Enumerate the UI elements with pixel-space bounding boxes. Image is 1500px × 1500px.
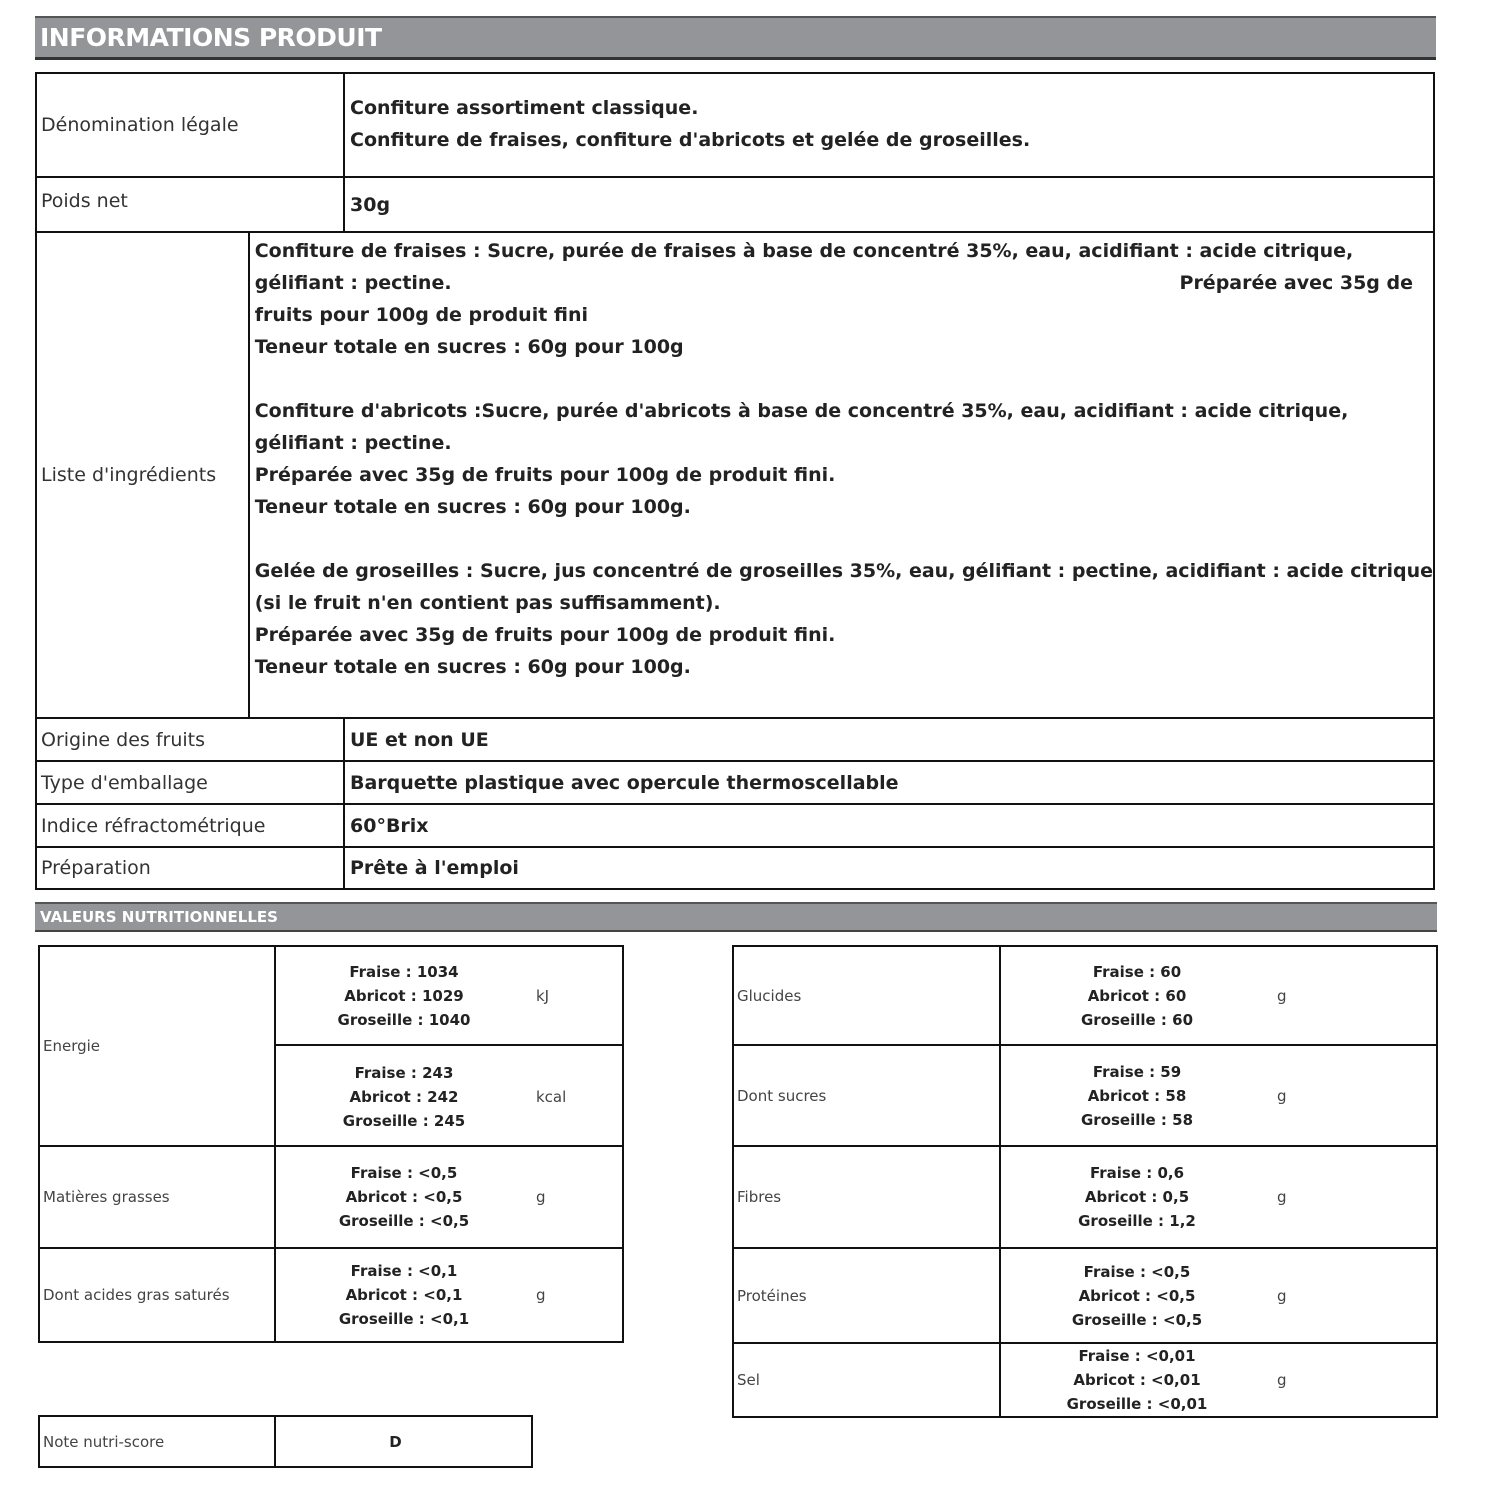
- value-groseille: Groseille : <0,5: [1071, 1310, 1203, 1329]
- energie-kcal: [276, 1046, 622, 1147]
- nutrition-row-proteines: [734, 1249, 1436, 1344]
- value-abricot: Abricot : 1029: [344, 986, 464, 1005]
- value-abricot: Abricot : <0,5: [1078, 1286, 1196, 1305]
- value-abricot: Abricot : 0,5: [1084, 1188, 1190, 1206]
- nutrient-label: Dont sucres: [734, 1046, 1001, 1145]
- nutrient-values: [276, 1249, 622, 1341]
- product-info-table: [35, 72, 1435, 890]
- label-poids: Poids net: [37, 178, 345, 231]
- value-ingredients: [250, 233, 1433, 717]
- ingredient-line: fruits pour 100g de produit fini: [254, 304, 589, 326]
- value-groseille: Groseille : <0,1: [338, 1310, 470, 1328]
- denomination-line: Confiture de fraises, confiture d'abricots et gelée de groseilles.: [350, 129, 1031, 151]
- denomination-line: Confiture assortiment classique.: [350, 97, 699, 119]
- value-groseille: Groseille : <0,5: [338, 1212, 470, 1230]
- unit-label: g: [1277, 1086, 1287, 1105]
- unit-label: g: [1277, 986, 1287, 1005]
- ingredient-line: Teneur totale en sucres : 60g pour 100g.: [254, 656, 691, 678]
- unit-label: kcal: [536, 1087, 567, 1106]
- value-groseille: Groseille : 245: [342, 1111, 466, 1130]
- value-groseille: Groseille : 1,2: [1078, 1212, 1196, 1230]
- nutriscore-value: D: [389, 1432, 402, 1451]
- label-preparation: Préparation: [37, 848, 345, 888]
- value-fraise: Fraise : 59: [1092, 1062, 1182, 1081]
- nutriscore-label: Note nutri-score: [40, 1417, 276, 1466]
- nutrition-row-sucres: [734, 1046, 1436, 1147]
- values-block: [1001, 1147, 1273, 1247]
- unit-label: g: [536, 1286, 546, 1304]
- value-fraise: Fraise : 0,6: [1089, 1164, 1185, 1182]
- values-block: [1001, 1249, 1273, 1342]
- value-denomination: [345, 74, 1433, 176]
- nutrition-table-left: [38, 945, 624, 1343]
- row-denomination: [37, 74, 1433, 178]
- value-abricot: Abricot : 58: [1087, 1086, 1187, 1105]
- label-emballage: Type d'emballage: [37, 762, 345, 803]
- unit-label: g: [1277, 1371, 1287, 1389]
- label-indice: Indice réfractométrique: [37, 805, 345, 846]
- nutrient-values: [1001, 947, 1436, 1044]
- nutrient-values: [1001, 1147, 1436, 1247]
- ingredient-line: (si le fruit n'en contient pas suffisamment).: [254, 592, 721, 614]
- values-block: [276, 947, 532, 1044]
- ingredient-line: Gelée de groseilles : Sucre, jus concentré de groseilles 35%, eau, gélifiant : pectine, acidifiant : acide citrique: [254, 560, 1433, 582]
- values-block: [1001, 947, 1273, 1044]
- section-title: VALEURS NUTRITIONNELLES: [40, 908, 278, 926]
- nutrition-row-satures: [40, 1249, 622, 1341]
- nutrient-label: Energie: [40, 947, 276, 1145]
- value-fraise: Fraise : <0,5: [350, 1164, 458, 1182]
- value-groseille: Groseille : 1040: [337, 1010, 471, 1029]
- value-origine: UE et non UE: [350, 728, 489, 751]
- label-origine: Origine des fruits: [37, 719, 345, 760]
- energie-values: [276, 947, 622, 1145]
- value-abricot: Abricot : <0,5: [345, 1188, 463, 1206]
- value-emballage: Barquette plastique avec opercule thermoscellable: [350, 771, 899, 794]
- ingredient-text: Préparée avec 35g de: [1179, 272, 1413, 294]
- values-block: [276, 1046, 532, 1147]
- ingredient-line: Préparée avec 35g de fruits pour 100g de produit fini.: [254, 624, 836, 646]
- value-fraise: Fraise : 243: [354, 1063, 454, 1082]
- nutrition-row-matieres: [40, 1147, 622, 1249]
- nutrient-label: Dont acides gras saturés: [40, 1249, 276, 1341]
- value-poids: 30g: [350, 193, 391, 216]
- nutrition-row-fibres: [734, 1147, 1436, 1249]
- nutrient-values: [1001, 1046, 1436, 1145]
- nutriscore-table: [38, 1415, 533, 1468]
- unit-label: g: [1277, 1286, 1287, 1305]
- row-emballage: [37, 762, 1433, 805]
- value-abricot: Abricot : <0,1: [345, 1286, 463, 1304]
- value-preparation: Prête à l'emploi: [350, 857, 519, 879]
- ingredient-line: Teneur totale en sucres : 60g pour 100g.: [254, 496, 691, 518]
- nutrition-row-sel: [734, 1344, 1436, 1416]
- nutrient-label: Sel: [734, 1344, 1001, 1416]
- unit-label: kJ: [536, 986, 550, 1005]
- nutrient-values: [1001, 1344, 1436, 1416]
- ingredient-line: Confiture d'abricots :Sucre, purée d'abricots à base de concentré 35%, eau, acidifiant : acide citrique,: [254, 400, 1349, 422]
- value-abricot: Abricot : <0,01: [1073, 1371, 1201, 1389]
- row-poids: [37, 178, 1433, 233]
- ingredient-line: Préparée avec 35g de fruits pour 100g de produit fini.: [254, 464, 836, 486]
- values-block: [1001, 1344, 1273, 1416]
- ingredient-text: gélifiant : pectine.: [254, 272, 452, 294]
- value-fraise: Fraise : <0,01: [1078, 1347, 1196, 1365]
- nutrient-label: Matières grasses: [40, 1147, 276, 1247]
- row-origine: [37, 719, 1433, 762]
- value-fraise: Fraise : 60: [1092, 962, 1182, 981]
- value-groseille: Groseille : 58: [1080, 1110, 1194, 1129]
- label-ingredients: Liste d'ingrédients: [37, 233, 250, 717]
- value-fraise: Fraise : <0,1: [350, 1262, 458, 1280]
- row-preparation: [37, 848, 1433, 888]
- section-title: INFORMATIONS PRODUIT: [40, 23, 382, 52]
- value-abricot: Abricot : 242: [349, 1087, 459, 1106]
- values-block: [1001, 1046, 1273, 1145]
- nutrient-label: Protéines: [734, 1249, 1001, 1342]
- value-fraise: Fraise : <0,5: [1083, 1262, 1191, 1281]
- values-block: [276, 1249, 532, 1341]
- ingredient-line: Teneur totale en sucres : 60g pour 100g: [254, 336, 684, 358]
- unit-label: g: [1277, 1188, 1287, 1206]
- row-indice: [37, 805, 1433, 848]
- nutrient-label: Fibres: [734, 1147, 1001, 1247]
- value-abricot: Abricot : 60: [1087, 986, 1187, 1005]
- value-groseille: Groseille : <0,01: [1066, 1395, 1208, 1413]
- nutrient-label: Glucides: [734, 947, 1001, 1044]
- nutrition-row-glucides: [734, 947, 1436, 1046]
- values-block: [276, 1147, 532, 1247]
- value-fraise: Fraise : 1034: [349, 962, 459, 981]
- unit-label: g: [536, 1188, 546, 1206]
- value-groseille: Groseille : 60: [1080, 1010, 1194, 1029]
- section-header-informations: [35, 16, 1436, 60]
- ingredient-line: gélifiant : pectine.: [254, 432, 452, 454]
- value-indice: 60°Brix: [350, 814, 429, 837]
- ingredient-line: [255, 267, 1433, 299]
- label-denomination: Dénomination légale: [37, 74, 345, 176]
- nutrition-row-energie: [40, 947, 622, 1147]
- row-ingredients: [37, 233, 1433, 719]
- section-header-nutrition: [35, 902, 1437, 932]
- nutrition-table-right: [732, 945, 1438, 1418]
- energie-kj: [276, 947, 622, 1046]
- nutrient-values: [1001, 1249, 1436, 1342]
- ingredient-line: Confiture de fraises : Sucre, purée de fraises à base de concentré 35%, eau, acidifiant : acide citrique,: [254, 240, 1354, 262]
- nutrient-values: [276, 1147, 622, 1247]
